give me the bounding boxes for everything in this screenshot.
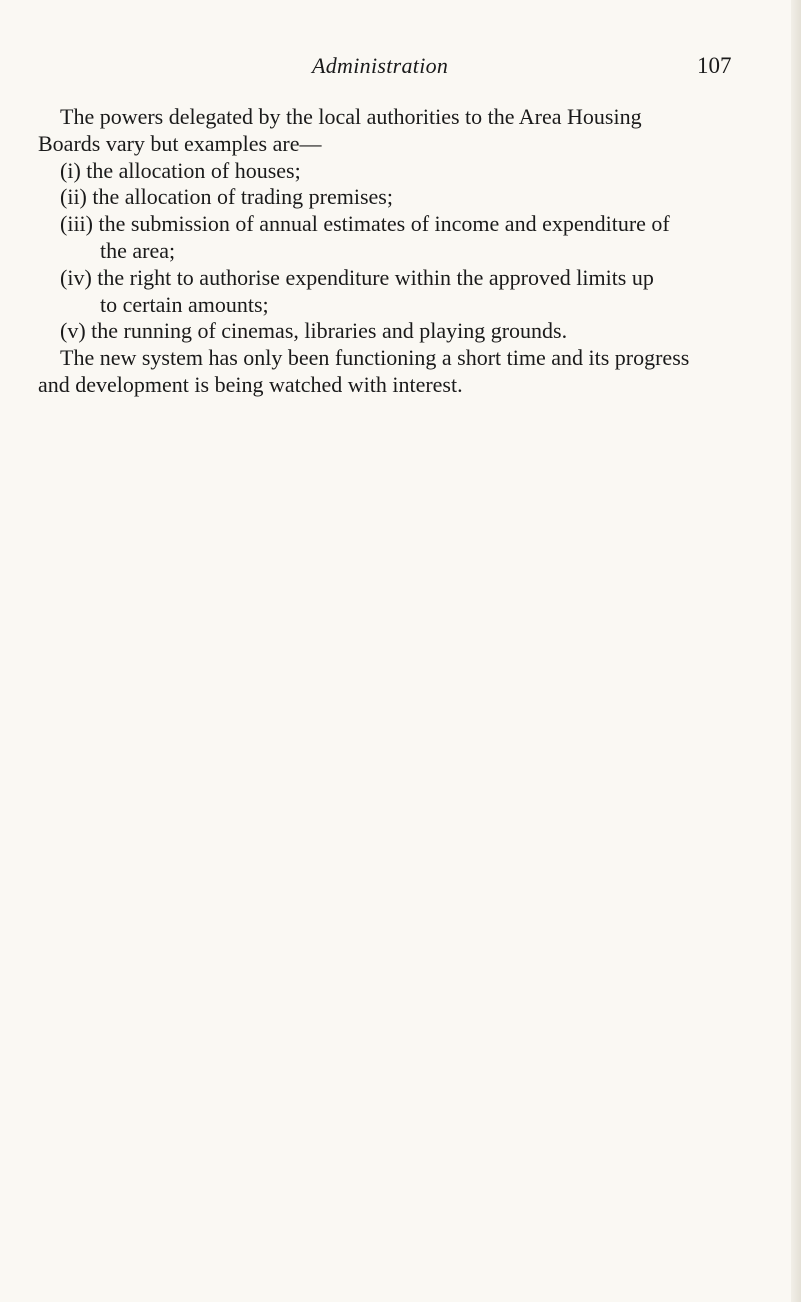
running-title: Administration <box>312 53 449 78</box>
list-item-iii-continued: the area; <box>100 237 176 263</box>
list-item-v: (v) the running of cinemas, libraries and playing grounds. <box>60 318 568 344</box>
intro-line-1: The powers delegated by the local authorities to the Area Housing <box>60 104 642 129</box>
body-text <box>38 104 758 399</box>
closing-line-2: and development is being watched with interest. <box>38 371 463 397</box>
page-number: 107 <box>697 53 732 78</box>
list-item-i: (i) the allocation of houses; <box>60 157 301 183</box>
running-head <box>0 52 801 84</box>
closing-line-1: The new system has only been functioning a short time and its progress <box>60 345 690 371</box>
intro-line-2: Boards vary but examples are— <box>38 130 322 156</box>
list-item-ii: (ii) the allocation of trading premises; <box>60 184 393 210</box>
page-edge <box>791 0 801 1302</box>
list-item-iv-continued: to certain amounts; <box>100 291 269 317</box>
list-item-iii: (iii) the submission of annual estimates of income and expenditure of <box>60 211 670 237</box>
list-item-iv: (iv) the right to authorise expenditure within the approved limits up <box>60 264 654 290</box>
